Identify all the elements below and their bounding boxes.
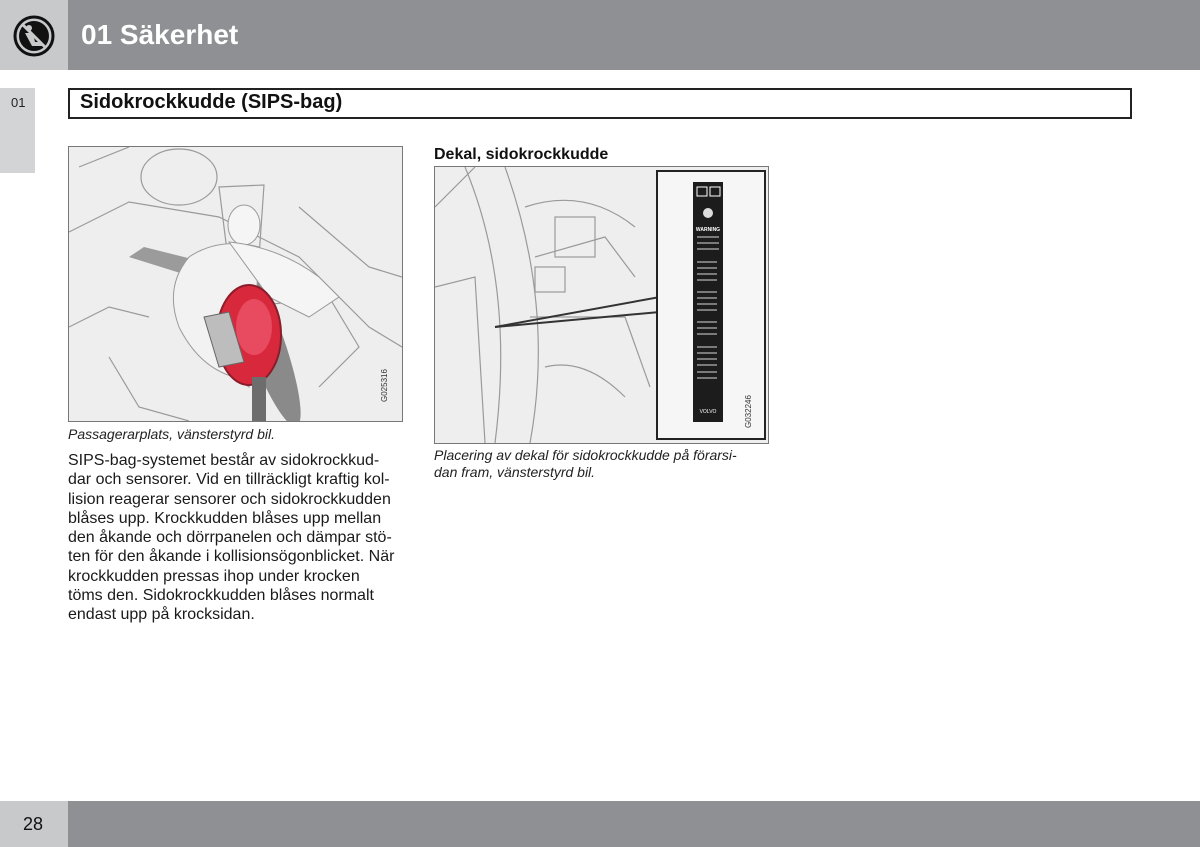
figure-caption (434, 447, 737, 481)
door-frame-drawing (435, 167, 768, 443)
header-icon-box (0, 0, 68, 70)
text-line: töms den. Sidokrockkudden blåses normalt (68, 587, 374, 605)
text-line: krockkudden pressas ihop under krocken (68, 567, 360, 585)
decal-warning-text: WARNING (695, 227, 721, 233)
text-line: ten för den åkande i kollisionsögonblicket. När (68, 548, 395, 566)
caption-line: dan fram, vänsterstyrd bil. (434, 464, 596, 480)
subsection-heading: Dekal, sidokrockkudde (434, 146, 609, 163)
body-paragraph (68, 451, 403, 625)
seatbelt-airbag-icon (13, 15, 55, 57)
airbag-illustration (68, 146, 403, 422)
figure-code: G025316 (380, 369, 389, 402)
caption-line: Placering av dekal för sidokrockkudde på förarsi- (434, 447, 737, 463)
page-title: 01 Säkerhet (81, 19, 239, 50)
page-number: 28 (23, 814, 44, 834)
text-line: SIPS-bag-systemet består av sidokrockkud- (68, 452, 380, 469)
car-interior-drawing (69, 147, 402, 421)
figure-code: G032246 (744, 395, 753, 428)
text-line: lision reagerar sensorer och sidokrockkudden (68, 490, 391, 508)
text-line: dar och sensorer. Vid en tillräckligt kraftig kol- (68, 471, 390, 489)
figure-caption: Passagerarplats, vänsterstyrd bil. (68, 426, 275, 442)
chapter-tab-label: 01 (11, 95, 26, 110)
decal-illustration (434, 166, 769, 444)
text-line: blåses upp. Krockkudden blåses upp mellan (68, 509, 382, 527)
section-heading: Sidokrockkudde (SIPS-bag) (80, 91, 343, 113)
footer-bar (0, 801, 1200, 847)
text-line: den åkande och dörrpanelen och dämpar stö- (68, 529, 392, 547)
text-line: endast upp på krocksidan. (68, 606, 255, 624)
decal-brand-text: VOLVO (699, 409, 717, 415)
